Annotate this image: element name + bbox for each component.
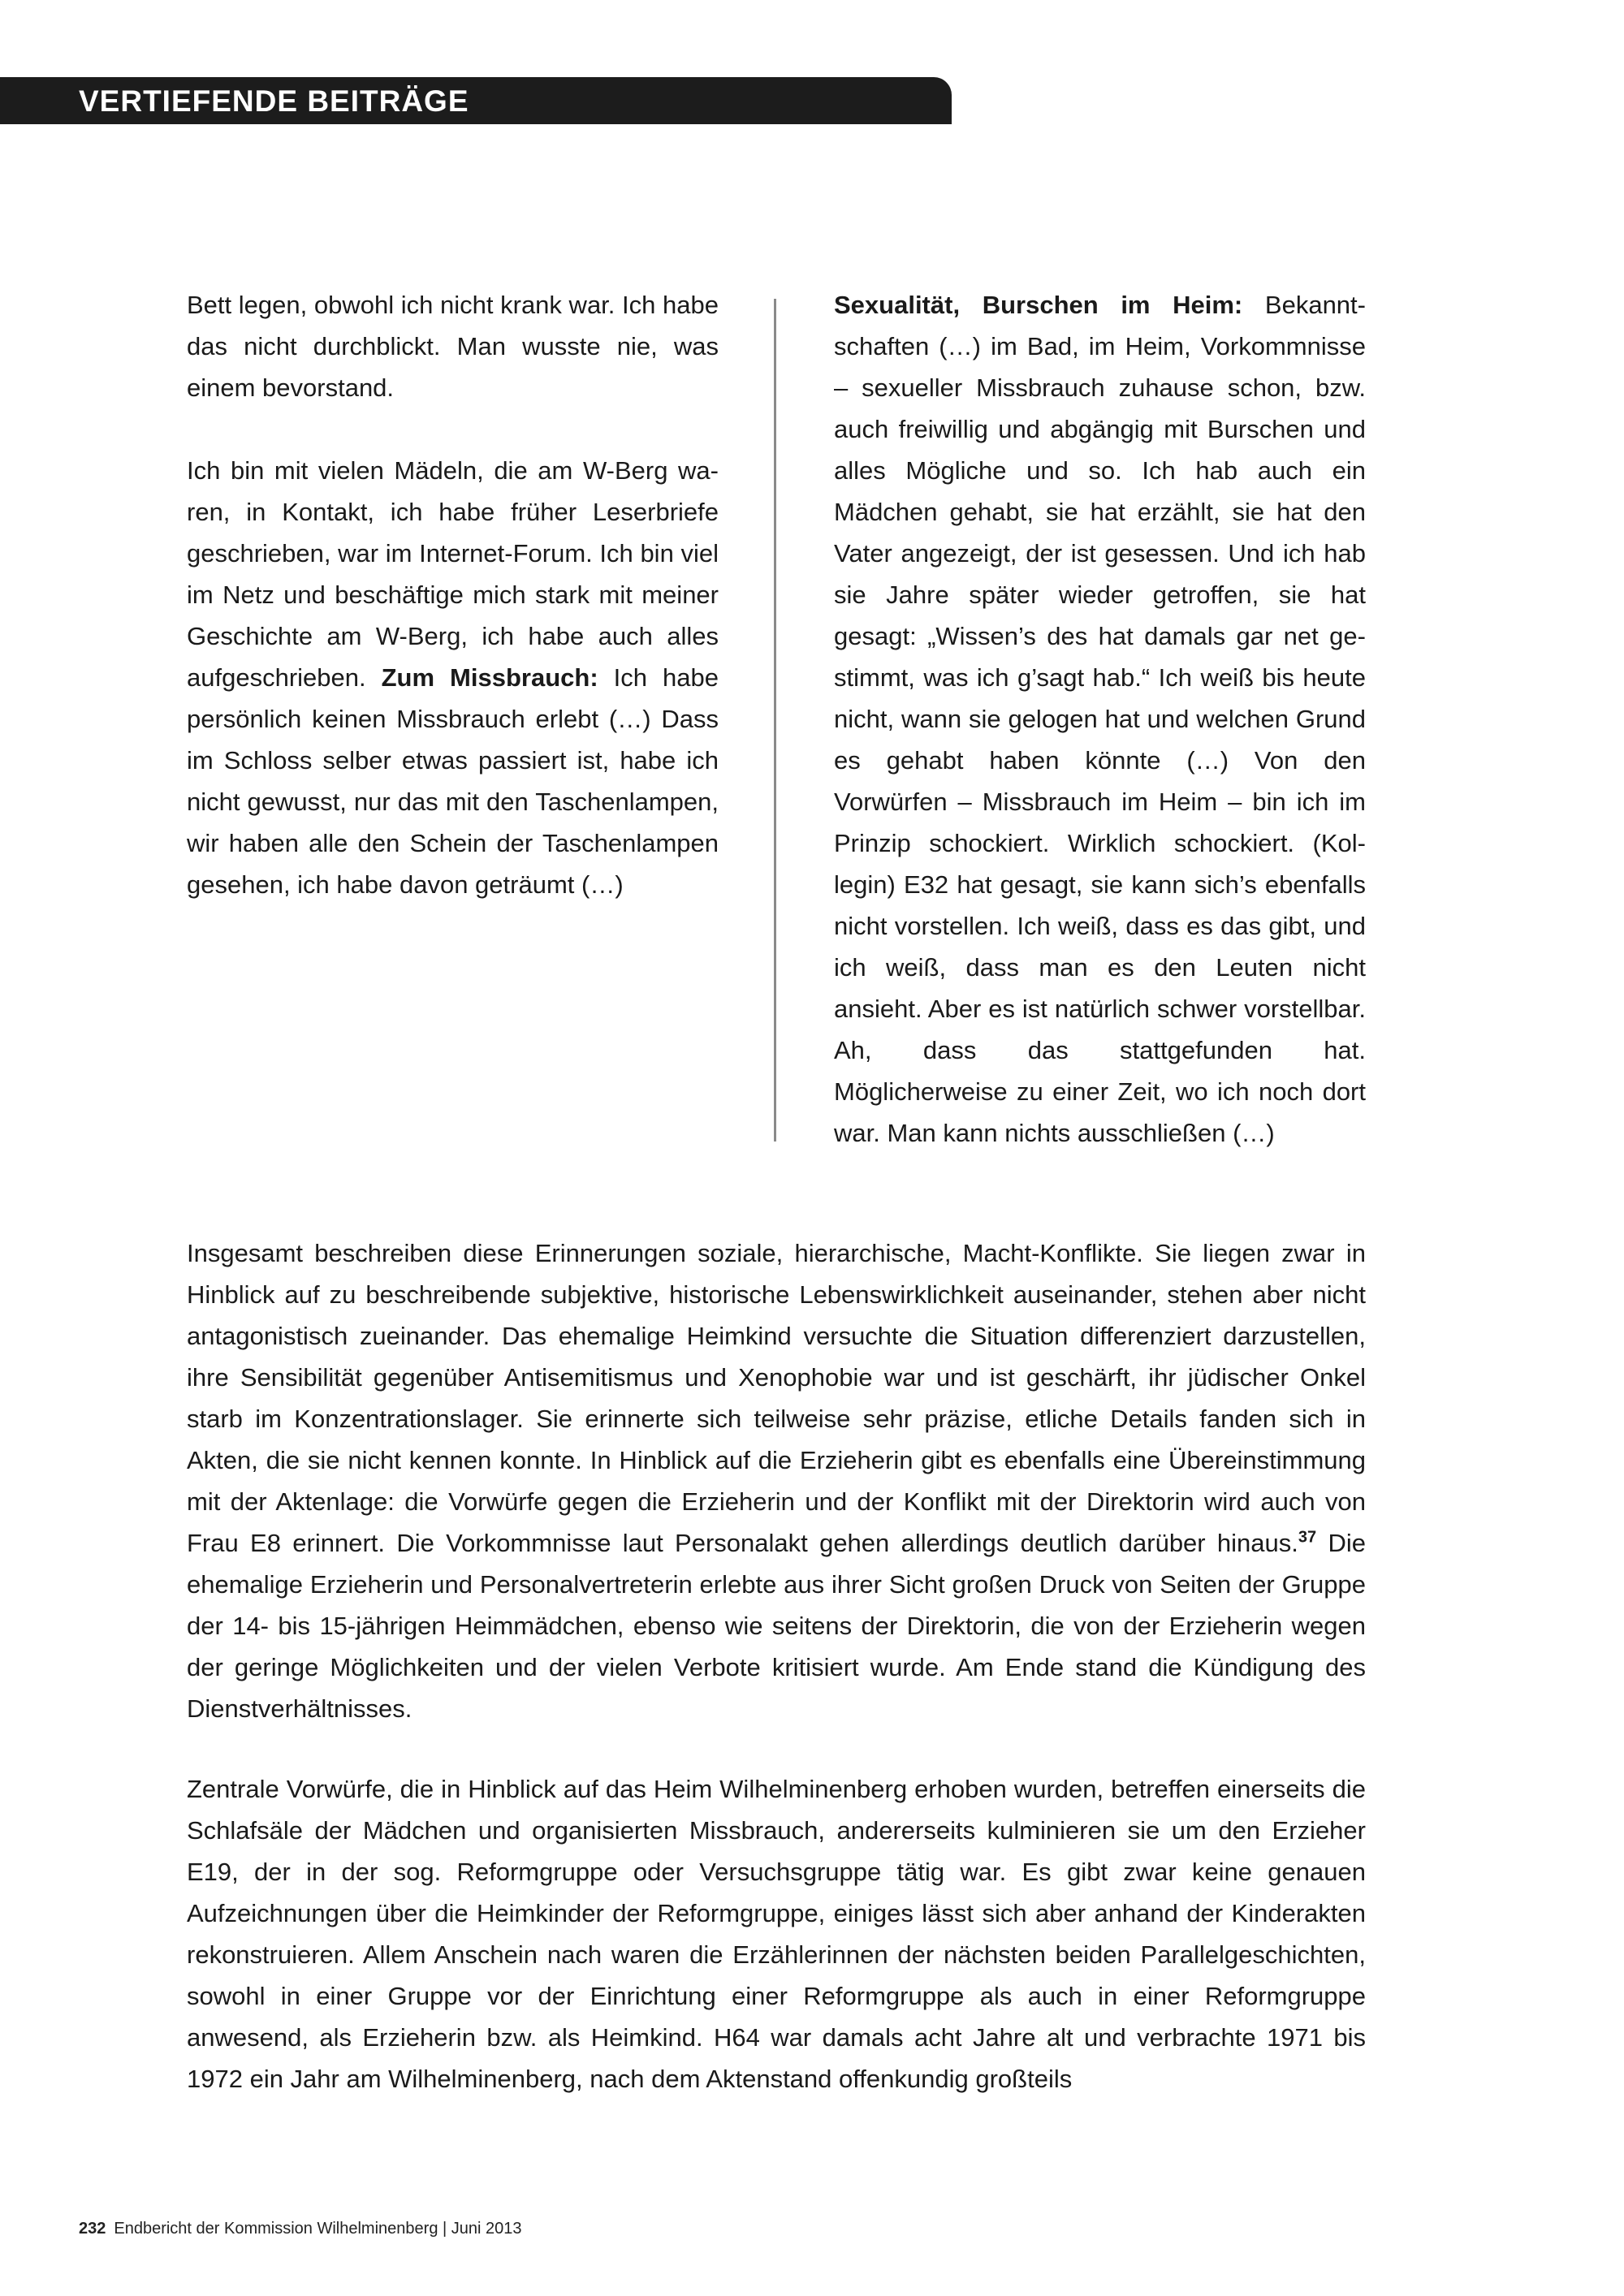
body-paragraph-2: Zentrale Vorwürfe, die in Hinblick auf das Heim Wilhelminenberg erhoben wurden, betreffen einerseits die Schlafsäle der Mädchen und organisierten Missbrauch, andererseits kulminieren sie um den Erzieher E19, der in der sog. Reformgruppe oder Versuchsgruppe tätig war. Es gibt zwar keine genauen Aufzeichnungen über die Heimkinder der Reformgruppe, einiges lässt sich aber anhand der Kinderakten rekonstruieren. Allem Anschein nach waren die Erzählerinnen der nächsten beiden Parallelgeschichten, sowohl in einer Gruppe vor der Einrichtung einer Reformgruppe als auch in einer Reformgruppe anwesend, als Erzieherin bzw. als Heimkind. H64 war damals acht Jahre alt und verbrachte 1971 bis 1972 ein Jahr am Wilhelminenberg, nach dem Aktenstand offenkundig großteils	[187, 1775, 1366, 2093]
body-paragraph-1: Insgesamt beschreiben diese Erinnerungen soziale, hierarchische, Macht-Konflikte. Sie liegen zwar in Hinblick auf zu beschreibende subjektive, historische Lebenswirklichkeit auseinander, stehen aber nicht antagonistisch zueinander. Das ehemalige Heimkind versuchte die Situation differenziert darzustellen, ihre Sensibilität gegenüber Antisemitismus und Xenophobie war und ist geschärft, ihr jüdischer Onkel starb im Konzentrationslager. Sie erinnerte sich teilweise sehr präzise, etliche Details fanden sich in Akten, die sie nicht kennen konnte. In Hinblick auf die Erzieherin gibt es ebenfalls eine Übereinstimmung mit der Aktenlage: die Vorwürfe gegen die Erzieherin und der Konflikt mit der Direktorin wird auch von Frau E8 erinnert. Die Vorkommnisse laut Personalakt gehen allerdings deutlich darüber hinaus.$^{37}$ Die ehemalige Erzieherin und Personalvertreterin erlebte aus ihrer Sicht großen Druck von Seiten der Gruppe der 14- bis 15-jährigen Heimmädchen, ebenso wie seitens der Direktorin, die von der Erzieherin wegen der geringe Möglichkeiten und der vielen Verbote kritisiert wurde. Am Ende stand die Kündigung des Dienstverhältnisses.	[187, 1239, 1366, 1723]
bold-lead-missbrauch: Zum Missbrauch:	[381, 663, 598, 692]
footer-text: Endbericht der Kommission Wilhelminenberg | Juni 2013	[114, 2220, 522, 2238]
left-paragraph-1: Bett legen, obwohl ich nicht krank war. Ich habe das nicht durchblickt. Man wusste nie, was einem bevorstand.	[187, 291, 719, 402]
page-footer	[79, 2218, 521, 2239]
left-paragraph-2: Ich bin mit vielen Mädeln, die am W-Berg waren, in Kontakt, ich habe früher Leserbriefe geschrieben, war im Internet-Forum. Ich bin viel im Netz und beschäftige mich stark mit meiner Geschichte am W-Berg, ich habe auch alles aufgeschrieben. Zum Missbrauch: Ich habe persönlich keinen Missbrauch erlebt (…) Dass im Schloss selber etwas passiert ist, habe ich nicht gewusst, nur das mit den Taschenlampen, wir haben alle den Schein der Taschenlampen gesehen, ich habe davon geträumt (…)	[187, 456, 719, 899]
footnote-ref[interactable]: 37	[1298, 1528, 1317, 1547]
page-number: 232	[79, 2220, 106, 2238]
interview-column-left	[187, 284, 719, 905]
right-paragraph: Sexualität, Burschen im Heim: Bekanntschaften (…) im Bad, im Heim, Vorkommnisse – sexueller Missbrauch zuhause schon, bzw. auch freiwillig und abgängig mit Burschen und alles Mögliche und so. Ich hab auch ein Mädchen gehabt, sie hat erzählt, sie hat den Vater angezeigt, der ist gesessen. Und ich hab sie Jahre später wieder getroffen, sie hat gesagt: „Wissen’s des hat damals gar net gestimmt, was ich g’sagt hab.“ Ich weiß bis heute nicht, wann sie gelogen hat und welchen Grund es gehabt haben könnte (…) Von den Vorwürfen – Missbrauch im Heim – bin ich im Prinzip schockiert. Wirklich schockiert. (Kollegin) E32 hat gesagt, sie kann sich’s ebenfalls nicht vorstellen. Ich weiß, dass es das gibt, und ich weiß, dass man es den Leuten nicht ansieht. Aber es ist natürlich schwer vorstellbar. Ah, dass das stattgefunden hat. Möglicherweise zu einer Zeit, wo ich noch dort war. Man kann nichts ausschließen (…)	[834, 291, 1366, 1147]
bold-lead-sexualitaet: Sexualität, Burschen im Heim:	[834, 291, 1243, 319]
column-divider	[774, 299, 776, 1142]
interview-column-right	[834, 284, 1366, 1154]
section-header-title: VERTIEFENDE BEITRÄGE	[79, 84, 469, 118]
